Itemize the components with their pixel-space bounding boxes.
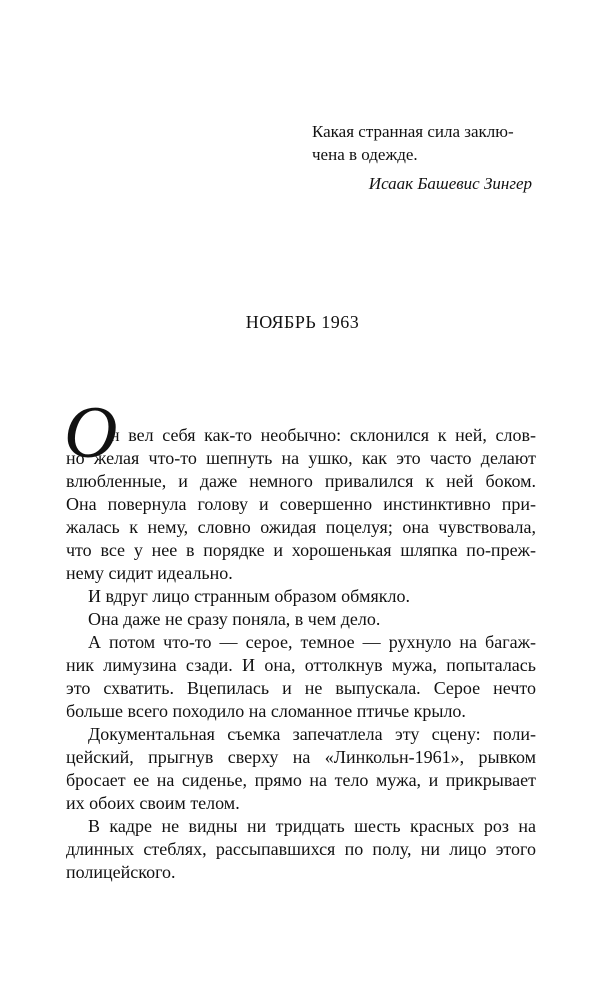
text-line: Она даже не сразу поняла, в чем дело. [88,609,381,629]
text-line: полицейского. [66,862,176,882]
text-line: больше всего походило на сломанное птичье крыло. [66,701,466,721]
epigraph-author: Исаак Башевис Зингер [368,174,532,193]
chapter-title: НОЯБРЬ 1963 [245,312,360,332]
text-line: н вел себя как-то необычно: склонился к ней, слов- [110,425,536,445]
text-line: бросает ее на сиденье, прямо на тело мужа, и прикрывает [66,770,536,790]
epigraph-line: Какая странная сила заклю- [312,122,514,141]
text-line: длинных стеблях, рассыпавшихся по полу, ни лицо этого [66,839,536,859]
text-line: их обоих своим телом. [66,793,240,813]
text-line: ник лимузина сзади. И она, оттолкнув мужа, попыталась [66,655,536,675]
text-line: жалась к нему, словно ожидая поцелуя; она чувствовала, [66,517,536,537]
text-line: это схватить. Вцепилась и не выпускала. Серое нечто [66,678,536,698]
text-line: А потом что-то — серое, темное — рухнуло на багаж- [88,632,536,652]
body-text [64,392,536,884]
drop-cap: О [64,392,118,474]
text-line: В кадре не видны ни тридцать шесть красных роз на [88,816,536,836]
text-line: цейский, прыгнув сверху на «Линкольн-1961», рывком [66,747,536,767]
text-line: И вдруг лицо странным образом обмякло. [88,586,410,606]
text-line: нему сидит идеально. [66,563,233,583]
text-line: Она повернула голову и совершенно инстинктивно при- [66,494,536,514]
text-line: но желая что-то шепнуть на ушко, как это часто делают [66,448,536,468]
epigraph-line: чена в одежде. [312,145,418,164]
text-line: что все у нее в порядке и хорошенькая шляпка по-преж- [66,540,536,560]
text-line: влюбленные, и даже немного привалился к ней боком. [66,471,536,491]
text-line: Документальная съемка запечатлела эту сцену: поли- [88,724,536,744]
epigraph [312,120,532,195]
